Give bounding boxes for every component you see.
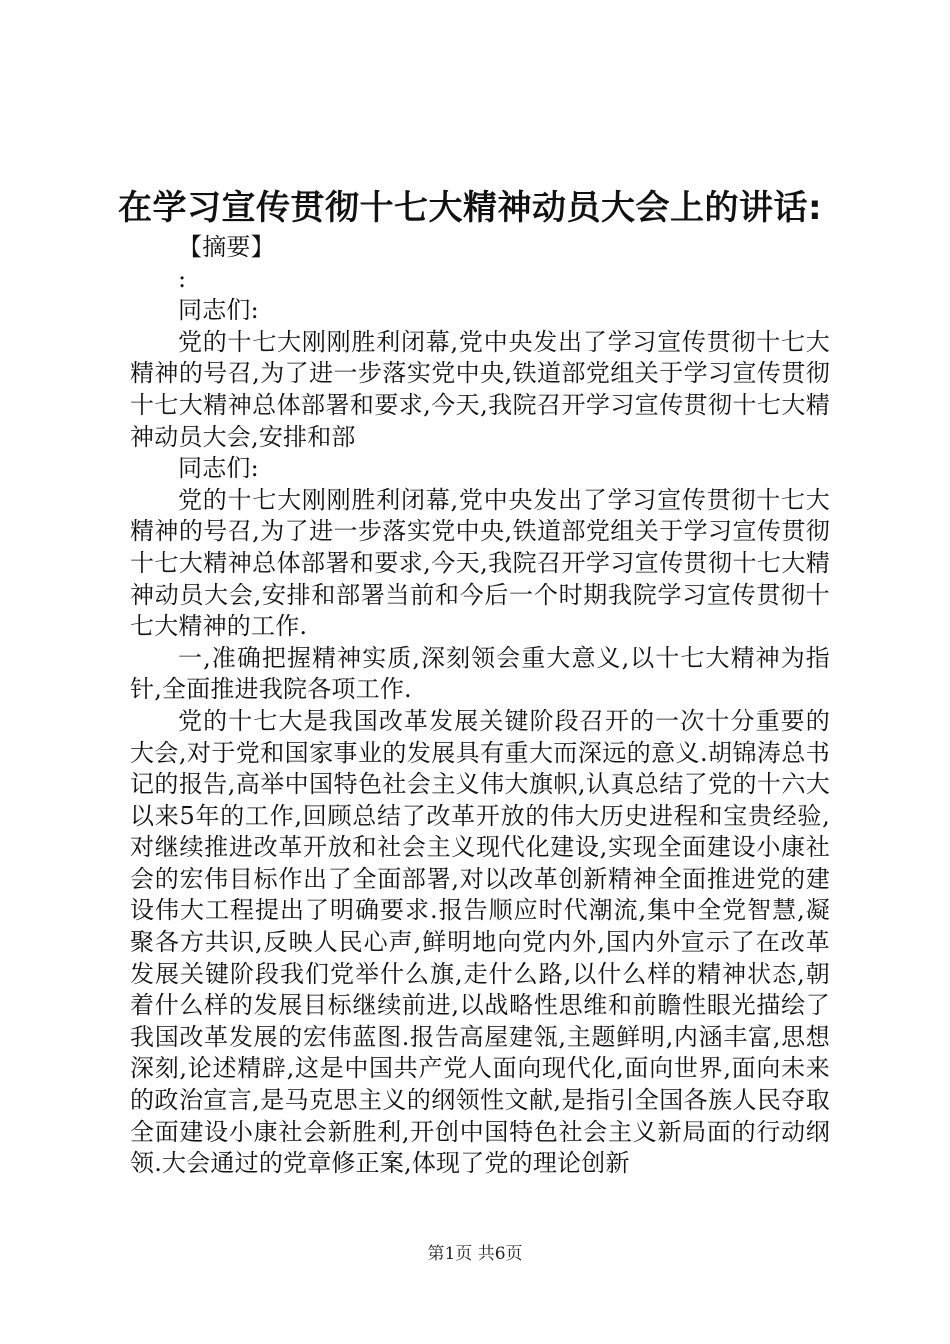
page-footer: 第1页 共6页 xyxy=(427,1244,523,1264)
abstract-label: 【摘要】 xyxy=(178,233,275,261)
document-title: 在学习宣传贯彻十七大精神动员大会上的讲话: xyxy=(118,188,823,228)
paragraph: 党的十七大刚刚胜利闭幕,党中央发出了学习宣传贯彻十七大精神的号召,为了进一步落实党中央,铁道部党组关于学习宣传贯彻十七大精神总体部署和要求,今天,我院召开学习宣传贯彻十七大精神动员大会,安排和部 xyxy=(130,327,830,451)
paragraph: 党的十七大是我国改革发展关键阶段召开的一次十分重要的大会,对于党和国家事业的发展具有重大而深远的意义.胡锦涛总书记的报告,高举中国特色社会主义伟大旗帜,认真总结了党的十六大以来5年的工作,回顾总结了改革开放的伟大历史进程和宝贵经验,对继续推进改革开放和社会主义现代化建设,实现全面建设小康社会的宏伟目标作出了全面部署,对以改革创新精神全面推进党的建设伟大工程提出了明确要求.报告顺应时代潮流,集中全党智慧,凝聚各方共识,反映人民心声,鲜明地向党内外,国内外宣示了在改革发展关键阶段我们党举什么旗,走什么路,以什么样的精神状态,朝着什么样的发展目标继续前进,以战略性思维和前瞻性眼光描绘了我国改革发展的宏伟蓝图.报告高屋建瓴,主题鲜明,内涵丰富,思想深刻,论述精辟,这是中国共产党人面向现代化,面向世界,面向未来的政治宣言,是马克思主义的纲领性文献,是指引全国各族人民夺取全面建设小康社会新胜利,开创中国特色社会主义新局面的行动纲领.大会通过的党章修正案,体现了党的理论创新 xyxy=(130,706,830,1178)
salutation: 同志们: xyxy=(178,296,259,325)
paragraph: 党的十七大刚刚胜利闭幕,党中央发出了学习宣传贯彻十七大精神的号召,为了进一步落实党中央,铁道部党组关于学习宣传贯彻十七大精神总体部署和要求,今天,我院召开学习宣传贯彻十七大精神动员大会,安排和部署当前和今后一个时期我院学习宣传贯彻十七大精神的工作. xyxy=(130,485,830,641)
abstract-content: : xyxy=(178,264,187,293)
document-body xyxy=(130,232,830,1180)
section-heading: 一,准确把握精神实质,深刻领会重大意义,以十七大精神为指针,全面推进我院各项工作. xyxy=(130,643,830,704)
salutation: 同志们: xyxy=(178,454,259,483)
